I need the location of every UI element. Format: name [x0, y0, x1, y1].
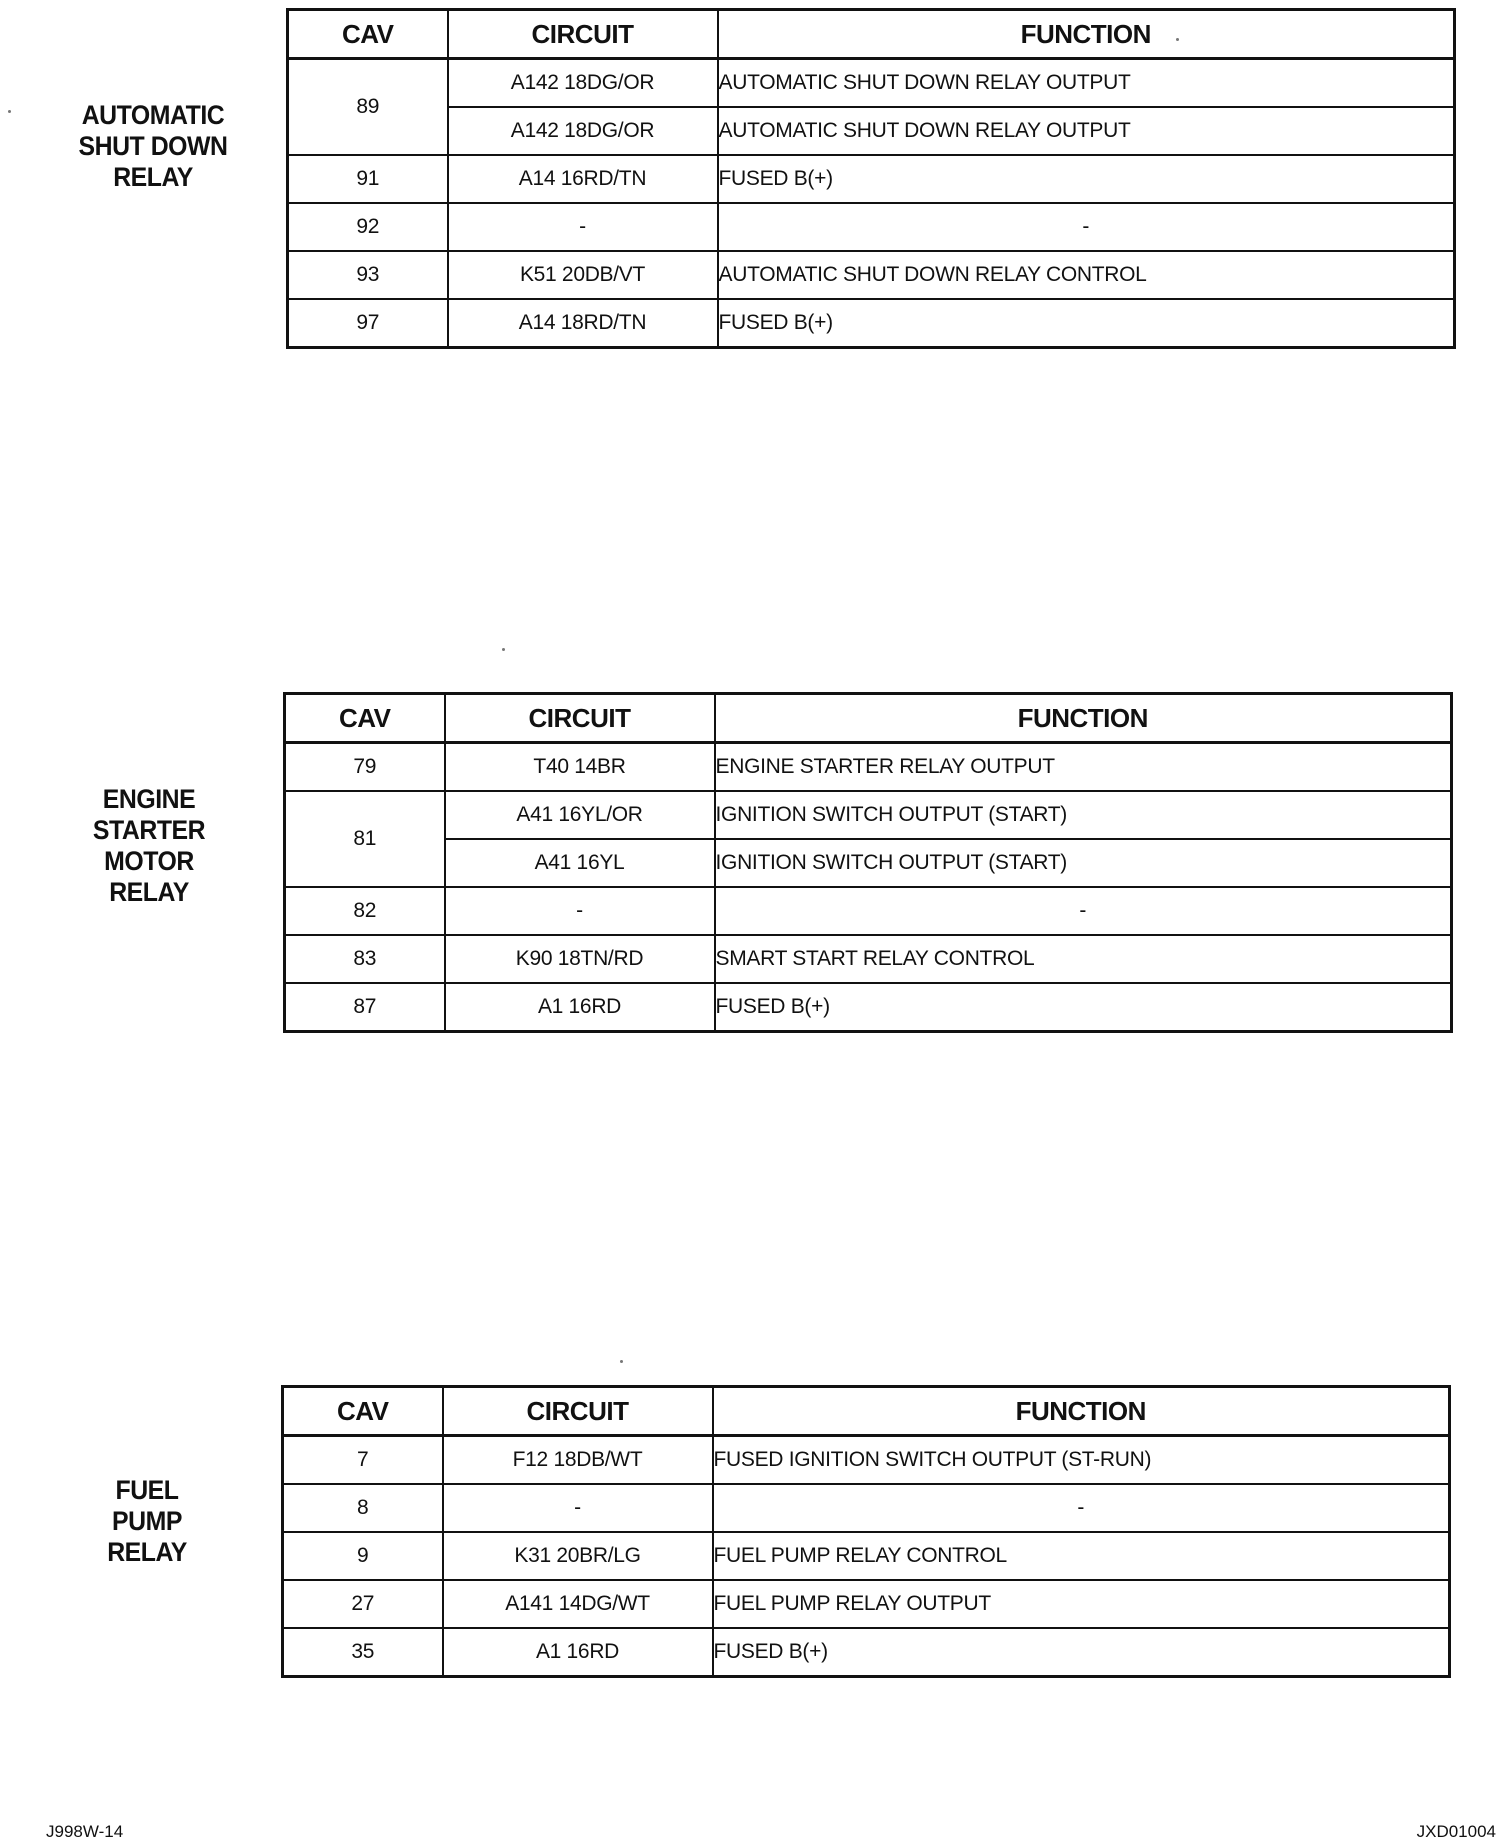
function-cell: AUTOMATIC SHUT DOWN RELAY OUTPUT — [718, 107, 1455, 155]
table-row — [285, 743, 1452, 792]
function-cell: IGNITION SWITCH OUTPUT (START) — [715, 839, 1452, 887]
table-row — [285, 839, 1452, 887]
cav-cell: 83 — [285, 935, 445, 983]
header-function: FUNCTION — [718, 10, 1455, 59]
scan-speck — [8, 110, 11, 113]
function-cell: FUSED IGNITION SWITCH OUTPUT (ST-RUN) — [713, 1436, 1450, 1485]
starter-relay-pin-table — [283, 692, 1453, 1033]
label-line: RELAY — [109, 877, 189, 907]
function-cell: FUSED B(+) — [718, 155, 1455, 203]
label-line: MOTOR — [104, 846, 194, 876]
circuit-cell: F12 18DB/WT — [443, 1436, 713, 1485]
function-cell: FUEL PUMP RELAY CONTROL — [713, 1532, 1450, 1580]
function-cell: AUTOMATIC SHUT DOWN RELAY OUTPUT — [718, 59, 1455, 108]
footer-left-code: J998W-14 — [46, 1822, 124, 1841]
table-row — [283, 1580, 1450, 1628]
circuit-cell: - — [445, 887, 715, 935]
fuel-pump-relay-pin-table — [281, 1385, 1451, 1678]
table-row — [285, 983, 1452, 1032]
circuit-cell: A14 18RD/TN — [448, 299, 718, 348]
function-cell: SMART START RELAY CONTROL — [715, 935, 1452, 983]
circuit-cell: A41 16YL — [445, 839, 715, 887]
table-header-row — [285, 694, 1452, 743]
cav-cell: 81 — [285, 791, 445, 887]
table-row — [285, 791, 1452, 839]
function-cell: - — [713, 1484, 1450, 1532]
cav-cell: 93 — [288, 251, 448, 299]
cav-cell: 79 — [285, 743, 445, 792]
circuit-cell: K51 20DB/VT — [448, 251, 718, 299]
table-row — [283, 1484, 1450, 1532]
asd-relay-pin-table — [286, 8, 1456, 349]
cav-cell: 92 — [288, 203, 448, 251]
table-row — [285, 887, 1452, 935]
circuit-cell: A41 16YL/OR — [445, 791, 715, 839]
label-line: ENGINE — [102, 784, 196, 814]
label-line: AUTOMATIC — [81, 100, 225, 130]
table-header-row — [283, 1387, 1450, 1436]
header-circuit: CIRCUIT — [443, 1387, 713, 1436]
cav-cell: 97 — [288, 299, 448, 348]
function-cell: FUSED B(+) — [713, 1628, 1450, 1677]
cav-cell: 82 — [285, 887, 445, 935]
table-header-row — [288, 10, 1455, 59]
label-line: SHUT DOWN — [78, 131, 228, 161]
section-label-asd-relay — [47, 100, 259, 193]
table-row — [288, 59, 1455, 108]
function-cell: IGNITION SWITCH OUTPUT (START) — [715, 791, 1452, 839]
function-cell: ENGINE STARTER RELAY OUTPUT — [715, 743, 1452, 792]
function-cell: FUSED B(+) — [718, 299, 1455, 348]
header-cav: CAV — [288, 10, 448, 59]
label-line: STARTER — [92, 815, 206, 845]
cav-cell: 27 — [283, 1580, 443, 1628]
label-line: RELAY — [113, 162, 193, 192]
header-cav: CAV — [283, 1387, 443, 1436]
scan-speck — [620, 1360, 623, 1363]
cav-cell: 87 — [285, 983, 445, 1032]
scan-speck — [502, 648, 505, 651]
circuit-cell: K90 18TN/RD — [445, 935, 715, 983]
label-line: RELAY — [107, 1537, 187, 1567]
cav-cell: 9 — [283, 1532, 443, 1580]
header-function: FUNCTION — [713, 1387, 1450, 1436]
function-cell: - — [715, 887, 1452, 935]
table-row — [288, 299, 1455, 348]
table-row — [288, 251, 1455, 299]
table-row — [288, 203, 1455, 251]
cav-cell: 8 — [283, 1484, 443, 1532]
header-function: FUNCTION — [715, 694, 1452, 743]
circuit-cell: A1 16RD — [445, 983, 715, 1032]
circuit-cell: - — [443, 1484, 713, 1532]
label-line: FUEL — [115, 1475, 179, 1505]
cav-cell: 91 — [288, 155, 448, 203]
function-cell: FUSED B(+) — [715, 983, 1452, 1032]
circuit-cell: K31 20BR/LG — [443, 1532, 713, 1580]
function-cell: AUTOMATIC SHUT DOWN RELAY CONTROL — [718, 251, 1455, 299]
header-circuit: CIRCUIT — [448, 10, 718, 59]
label-line: PUMP — [112, 1506, 182, 1536]
table-row — [283, 1532, 1450, 1580]
table-row — [283, 1628, 1450, 1677]
function-cell: - — [718, 203, 1455, 251]
table-row — [285, 935, 1452, 983]
table-row — [283, 1436, 1450, 1485]
footer-right-code: JXD01004 — [1416, 1822, 1496, 1841]
table-row — [288, 107, 1455, 155]
cav-cell: 89 — [288, 59, 448, 156]
header-circuit: CIRCUIT — [445, 694, 715, 743]
circuit-cell: T40 14BR — [445, 743, 715, 792]
circuit-cell: - — [448, 203, 718, 251]
section-label-starter-relay — [43, 784, 255, 908]
function-cell: FUEL PUMP RELAY OUTPUT — [713, 1580, 1450, 1628]
section-label-fuel-pump-relay — [41, 1475, 253, 1568]
circuit-cell: A1 16RD — [443, 1628, 713, 1677]
table-row — [288, 155, 1455, 203]
circuit-cell: A142 18DG/OR — [448, 107, 718, 155]
cav-cell: 35 — [283, 1628, 443, 1677]
circuit-cell: A141 14DG/WT — [443, 1580, 713, 1628]
header-cav: CAV — [285, 694, 445, 743]
scan-speck — [1176, 38, 1179, 41]
circuit-cell: A14 16RD/TN — [448, 155, 718, 203]
circuit-cell: A142 18DG/OR — [448, 59, 718, 108]
cav-cell: 7 — [283, 1436, 443, 1485]
